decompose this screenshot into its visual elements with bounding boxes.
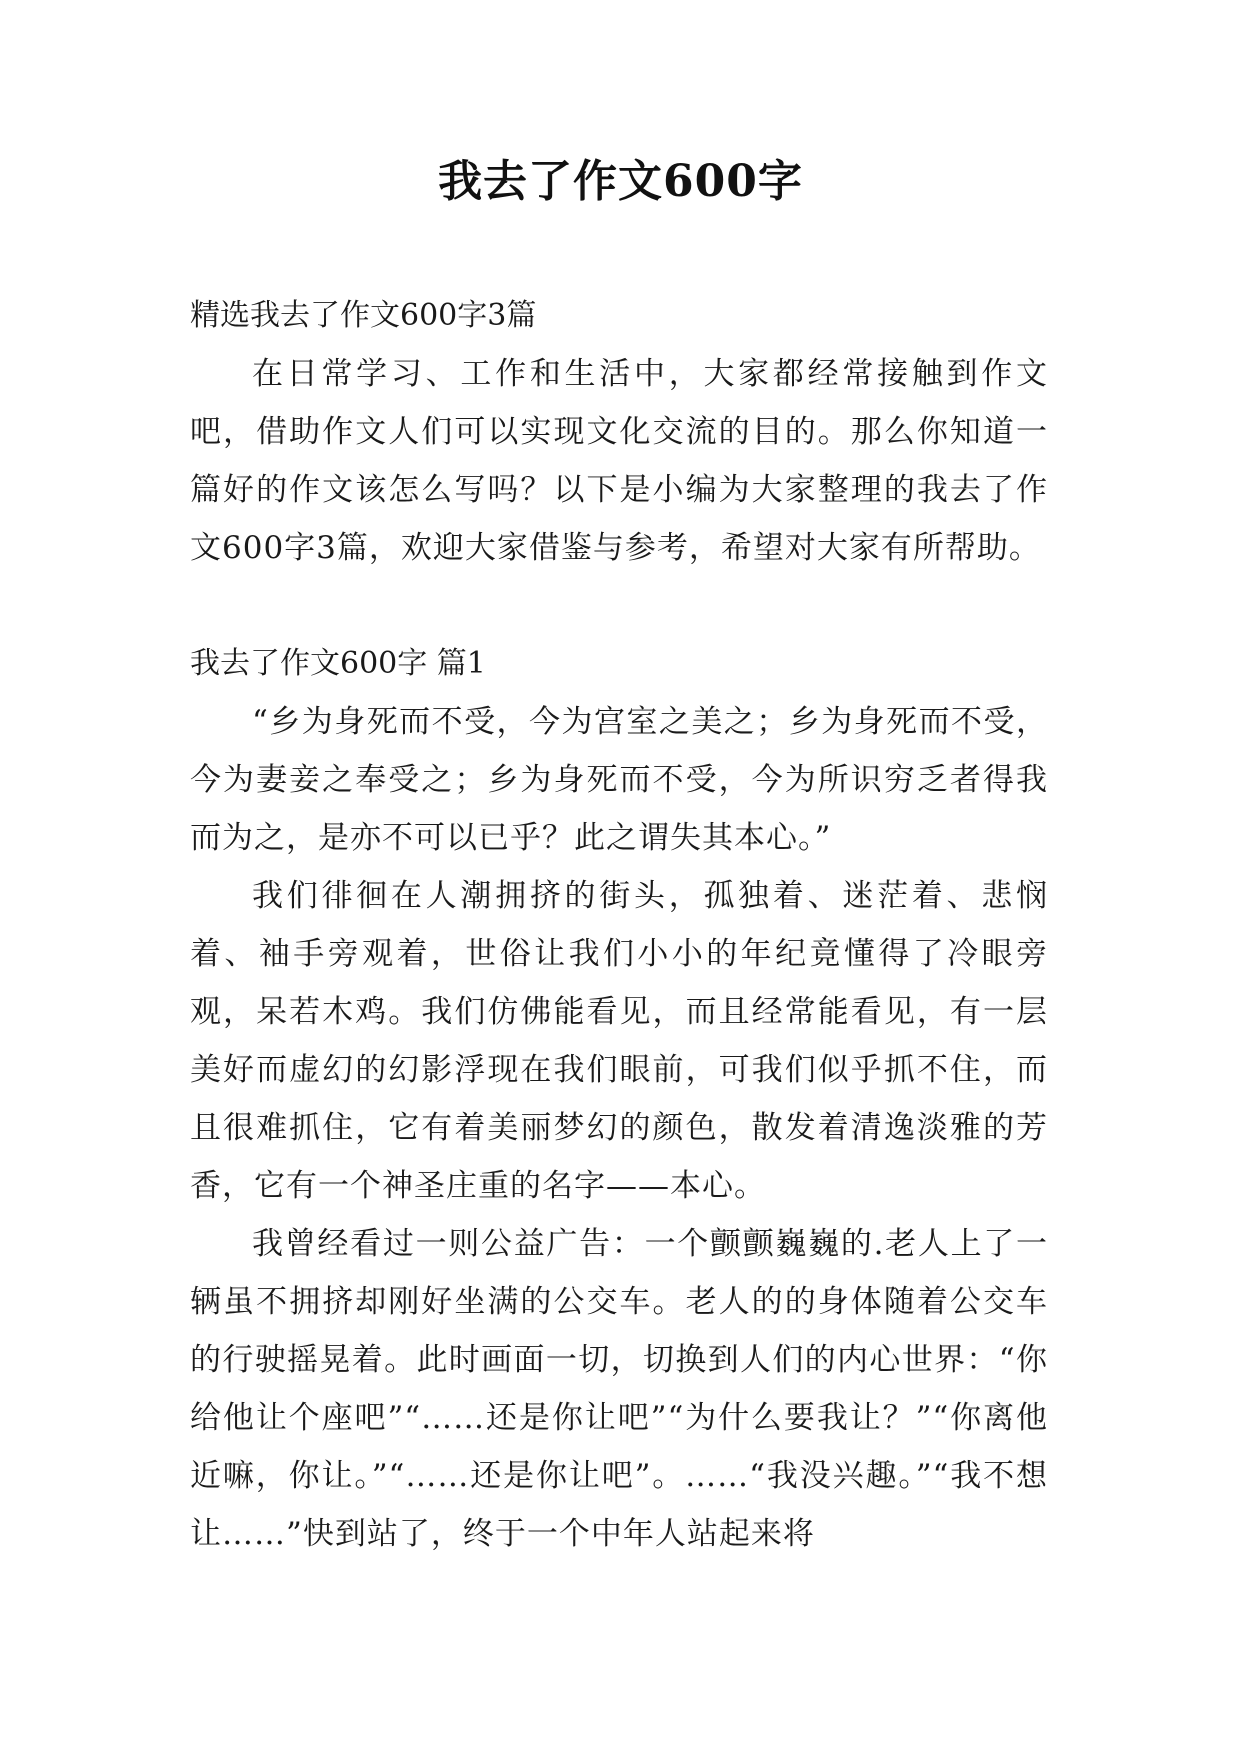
section-spacer — [190, 577, 1048, 635]
body-paragraph: 我们徘徊在人潮拥挤的街头，孤独着、迷茫着、悲悯着、袖手旁观着，世俗让我们小小的年纪竟懂得了冷眼旁观，呆若木鸡。我们仿佛能看见，而且经常能看见，有一层美好而虚幻的幻影浮现在我们眼前，可我们似乎抓不住，而且很难抓住，它有着美丽梦幻的颜色，散发着清逸淡雅的芳香，它有一个神圣庄重的名字——本心。 — [190, 878, 1048, 1204]
document-title: 我去了作文600字 — [438, 156, 803, 207]
section-heading: 我去了作文600字 篇1 — [190, 646, 486, 681]
document-subtitle: 精选我去了作文600字3篇 — [190, 298, 537, 333]
body-paragraph: “乡为身死而不受，今为宫室之美之；乡为身死而不受，今为妻妾之奉受之；乡为身死而不受，今为所识穷乏者得我而为之，是亦不可以已乎？此之谓失其本心。” — [190, 704, 1048, 856]
body-paragraph: 我曾经看过一则公益广告：一个颤颤巍巍的.老人上了一辆虽不拥挤却刚好坐满的公交车。老人的的身体随着公交车的行驶摇晃着。此时画面一切，切换到人们的内心世界：“你给他让个座吧”“……还是你让吧”“为什么要我让？”“你离他近嘛，你让。”“……还是你让吧”。……“我没兴趣。”“我不想让……”快到站了，终于一个中年人站起来将 — [190, 1226, 1048, 1552]
document-body — [190, 287, 1048, 1563]
intro-paragraph: 在日常学习、工作和生活中，大家都经常接触到作文吧，借助作文人们可以实现文化交流的目的。那么你知道一篇好的作文该怎么写吗？以下是小编为大家整理的我去了作文600字3篇，欢迎大家借鉴与参考，希望对大家有所帮助。 — [190, 356, 1048, 566]
